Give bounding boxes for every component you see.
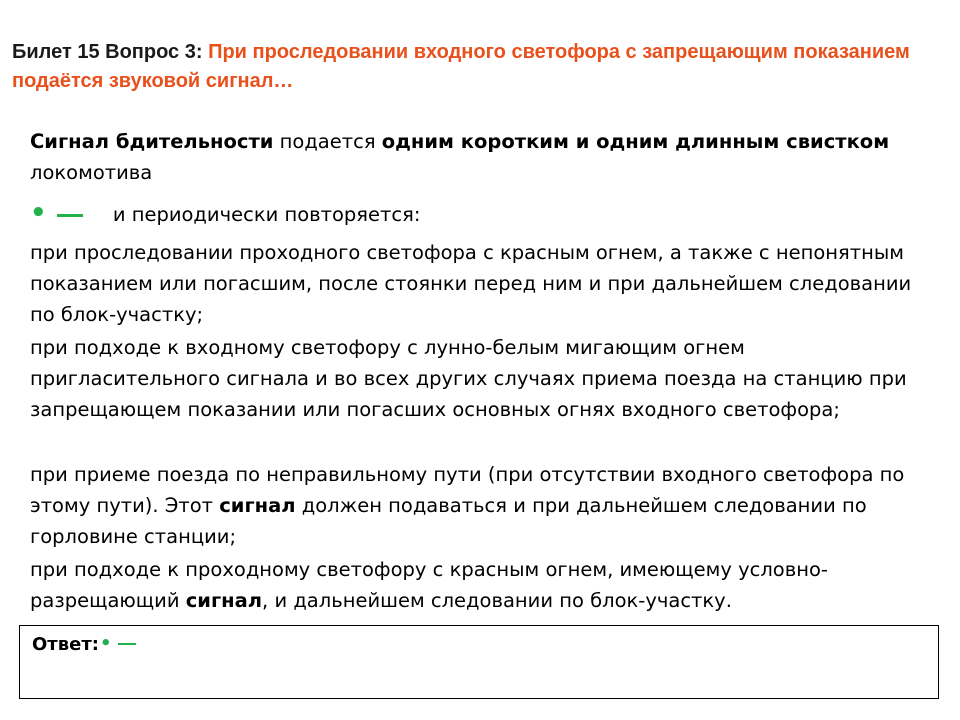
item-4-text-a: при подходе к проходному светофору с красным огнем, имеющему условно-разрещающий	[30, 558, 828, 612]
question-text: При проследовании входного светофора с запрещающим показанием подаётся звуковой сигнал…	[12, 41, 910, 92]
repeat-text: и периодически повторяется:	[112, 203, 421, 226]
answer-signal	[100, 633, 136, 654]
item-4-text-b: , и дальнейшем следовании по блок-участку.	[262, 589, 732, 612]
answer-dash-icon	[118, 643, 136, 645]
ticket-title	[12, 38, 942, 96]
intro-text-1: подается	[273, 130, 382, 153]
ticket-number: Билет 15 Вопрос 3:	[12, 41, 203, 63]
short-whistle-dot-icon: •	[30, 198, 47, 228]
intro-paragraph	[30, 126, 930, 188]
item-3-text-a: при приеме поезда по неправильному пути (при отсутствии входного светофора по этому пути). Этот	[30, 463, 905, 517]
item-2: при подходе к входному светофору с лунно-белым мигающим огнем пригласительного сигнала и во всех других случаях приема поезда на станцию при запрещающем показании или погасших основных огнях входного светофора;	[30, 336, 907, 421]
item-4-signal: сигнал	[185, 589, 263, 612]
answer-dot-icon: •	[100, 633, 112, 654]
answer-box	[19, 625, 939, 699]
item-3-signal: сигнал	[219, 494, 296, 517]
long-whistle-dash-icon	[57, 214, 83, 217]
item-3-text-b: должен подаваться и при дальнейшем следовании по горловине станции;	[30, 494, 867, 548]
item-3	[30, 459, 930, 552]
answer-label: Ответ:	[32, 634, 99, 655]
item-4	[30, 554, 930, 616]
symbol-line	[30, 198, 930, 230]
signal-term: Сигнал бдительности	[30, 130, 274, 153]
intro-text-2: локомотива	[30, 161, 153, 184]
item-1: при проследовании проходного светофора с красным огнем, а также с непонятным показанием или погасшим, после стоянки перед ним и при дальнейшем следовании по блок-участку;	[30, 241, 912, 326]
signal-description: одним коротким и одним длинным свистком	[381, 130, 890, 153]
